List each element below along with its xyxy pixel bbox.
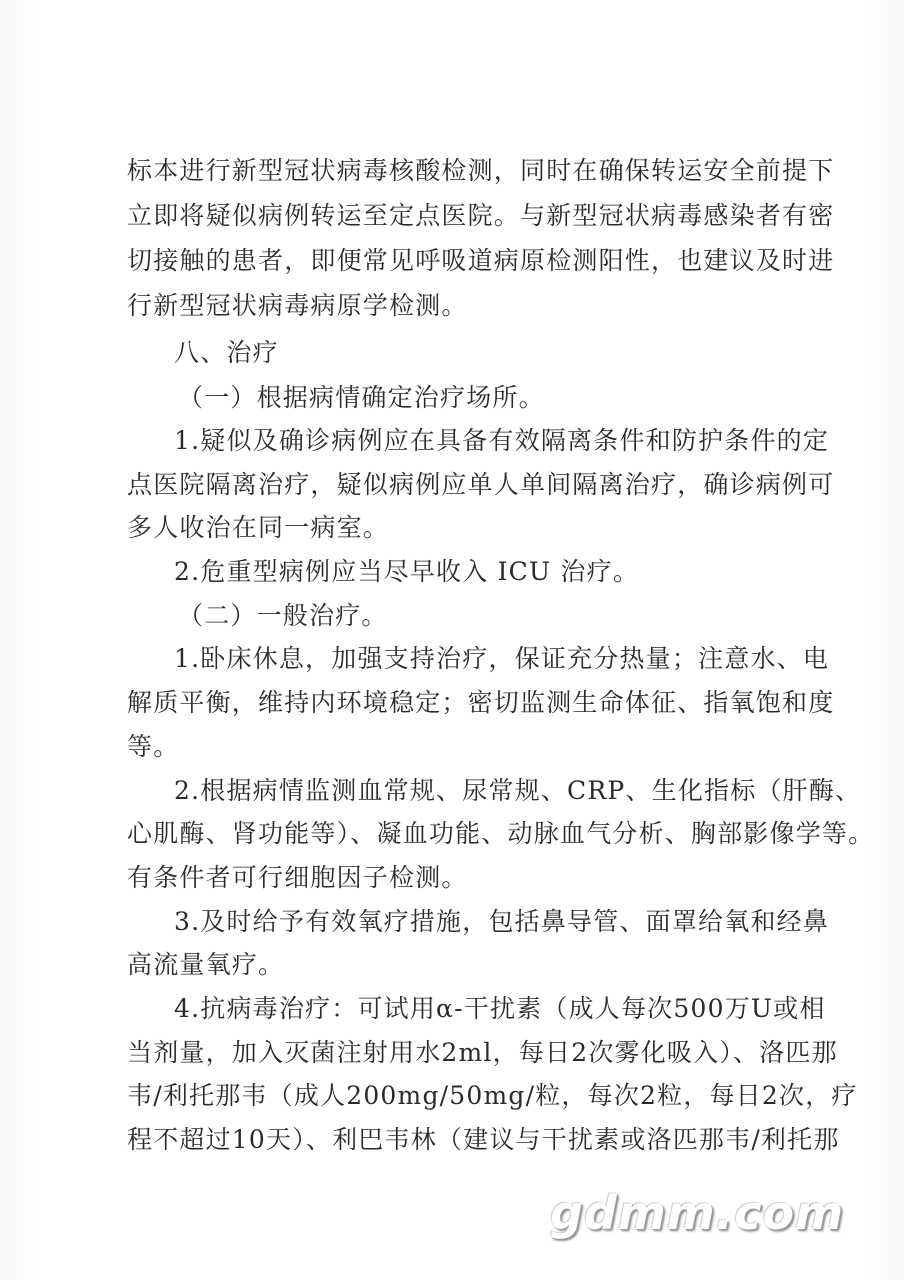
watermark-logo: gdmm.com	[550, 1186, 844, 1240]
subsection-heading: （二）一般治疗。	[178, 601, 388, 630]
paragraph-line: 韦/利托那韦（成人200mg/50mg/粒，每次2粒，每日2次，疗	[127, 1081, 858, 1110]
paragraph-line: 点医院隔离治疗，疑似病例应单人单间隔离治疗，确诊病例可	[127, 470, 835, 499]
paragraph-line: 程不超过10天）、利巴韦林（建议与干扰素或洛匹那韦/利托那	[127, 1125, 840, 1154]
paragraph-line: 多人收治在同一病室。	[127, 513, 390, 542]
paragraph-line: 1.卧床休息，加强支持治疗，保证充分热量；注意水、电	[174, 644, 830, 673]
paragraph-line: 切接触的患者，即便常见呼吸道病原检测阳性，也建议及时进	[127, 246, 835, 275]
paragraph-line: 2.危重型病例应当尽早收入 ICU 治疗。	[174, 557, 640, 586]
paragraph-line: 有条件者可行细胞因子检测。	[127, 863, 468, 892]
paragraph-line: 行新型冠状病毒病原学检测。	[127, 291, 468, 320]
paragraph-line: 标本进行新型冠状病毒核酸检测，同时在确保转运安全前提下	[127, 156, 835, 185]
paragraph-line: 3.及时给予有效氧疗措施，包括鼻导管、面罩给氧和经鼻	[174, 907, 830, 936]
section-heading: 八、治疗	[174, 338, 279, 367]
paragraph-line: 4.抗病毒治疗：可试用α-干扰素（成人每次500万U或相	[174, 994, 826, 1023]
paragraph-line: 等。	[127, 732, 180, 761]
paragraph-line: 心肌酶、肾功能等）、凝血功能、动脉血气分析、胸部影像学等。	[127, 819, 875, 848]
paragraph-line: 立即将疑似病例转运至定点医院。与新型冠状病毒感染者有密	[127, 201, 835, 230]
paragraph-line: 当剂量，加入灭菌注射用水2ml，每日2次雾化吸入）、洛匹那	[127, 1038, 838, 1067]
paragraph-line: 2.根据病情监测血常规、尿常规、CRP、生化指标（肝酶、	[174, 776, 862, 805]
paragraph-line: 1.疑似及确诊病例应在具备有效隔离条件和防护条件的定	[174, 426, 830, 455]
paragraph-line: 高流量氧疗。	[127, 950, 285, 979]
subsection-heading: （一）根据病情确定治疗场所。	[178, 383, 545, 412]
paragraph-line: 解质平衡，维持内环境稳定；密切监测生命体征、指氧饱和度	[127, 688, 835, 717]
